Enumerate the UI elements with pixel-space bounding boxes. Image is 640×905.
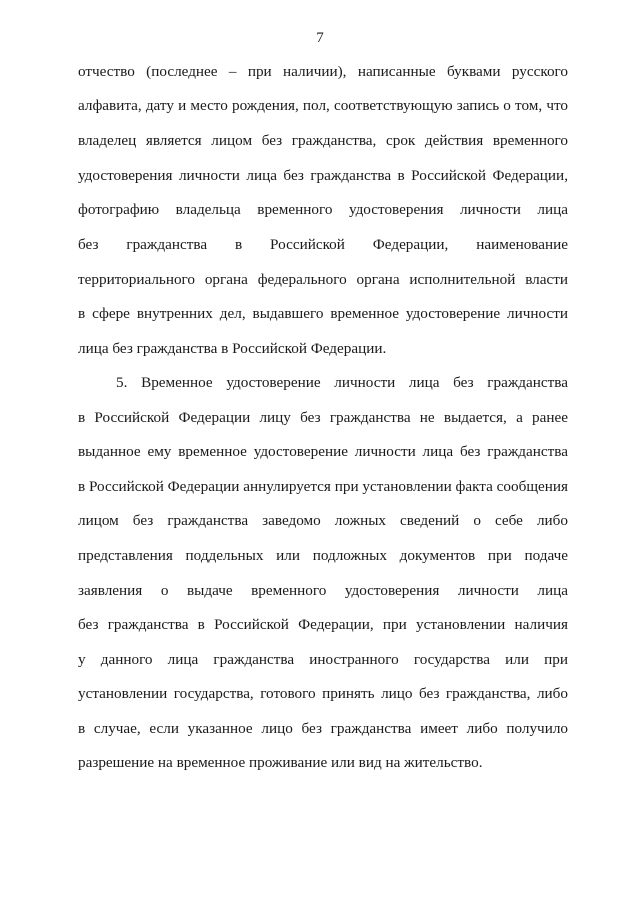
text-line: лицом без гражданства заведомо ложных сведений о себе либо [78,512,568,529]
text-line: владелец является лицом без гражданства, срок действия временного [78,132,568,149]
text-line: удостоверения личности лица без гражданства в Российской Федерации, [78,167,568,184]
page-number: 7 [316,30,324,46]
text-line: фотографию владельца временного удостоверения личности лица [78,201,568,218]
text-line: установлении государства, готового принять лицо без гражданства, либо [78,685,568,702]
text-line: в Российской Федерации аннулируется при установлении факта сообщения [78,478,568,495]
text-line: представления поддельных или подложных документов при подаче [78,547,568,564]
text-line: выданное ему временное удостоверение личности лица без гражданства [78,443,568,460]
text-line: в сфере внутренних дел, выдавшего временное удостоверение личности [78,305,568,322]
text-line: без гражданства в Российской Федерации, при установлении наличия [78,616,568,633]
text-line: отчество (последнее – при наличии), написанные буквами русского [78,63,568,80]
text-line-paragraph-start: 5. Временное удостоверение личности лица без гражданства [116,374,568,391]
text-line: у данного лица гражданства иностранного государства или при [78,651,568,668]
text-line: без гражданства в Российской Федерации, наименование [78,236,568,253]
text-line: в Российской Федерации лицу без гражданства не выдается, а ранее [78,409,568,426]
text-line: в случае, если указанное лицо без гражданства имеет либо получило [78,720,568,737]
text-line-paragraph-end: разрешение на временное проживание или вид на жительство. [78,754,483,771]
text-line: заявления о выдаче временного удостоверения личности лица [78,582,568,599]
text-line: территориального органа федерального органа исполнительной власти [78,271,568,288]
text-line: алфавита, дату и место рождения, пол, соответствующую запись о том, что [78,97,568,114]
text-line-paragraph-end: лица без гражданства в Российской Федерации. [78,340,387,357]
